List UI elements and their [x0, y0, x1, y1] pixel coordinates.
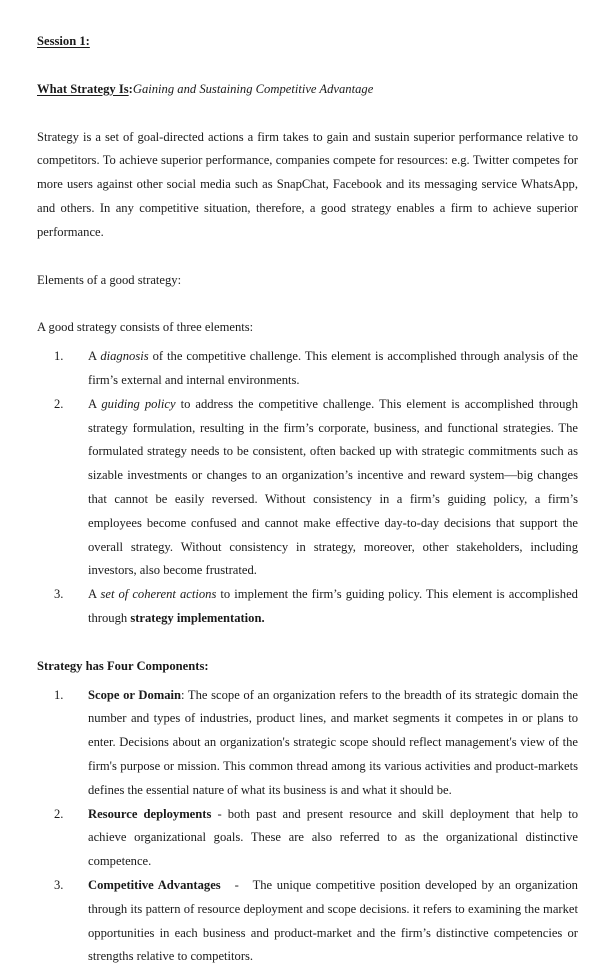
item-term: Scope or Domain — [88, 687, 182, 702]
item-lead-in: A — [88, 587, 101, 602]
list-item — [54, 345, 578, 393]
topic-subtitle: Gaining and Sustaining Competitive Advantage — [132, 81, 374, 96]
elements-list — [37, 345, 578, 631]
item-body: - both past and present resource and skill deployment that help to achieve organizational goals. These are also referred to as the organizational distinctive competence. — [88, 806, 578, 869]
elements-intro: A good strategy consists of three elements: — [37, 320, 254, 335]
document-body — [37, 30, 582, 969]
topic-separator: : — [128, 81, 133, 96]
list-item — [54, 684, 578, 803]
list-item — [54, 803, 578, 874]
item-body: to implement the firm’s guiding policy. This element is accomplished through — [88, 587, 578, 625]
item-term: Resource deployments — [88, 806, 212, 821]
item-emphasis: guiding policy — [101, 396, 176, 411]
item-emphasis: diagnosis — [100, 349, 149, 364]
item-term: Competitive Advantages — [88, 877, 221, 892]
elements-lead-in: Elements of a good strategy: — [37, 272, 182, 287]
item-emphasis: set of coherent actions — [100, 587, 217, 602]
components-heading: Strategy has Four Components: — [37, 658, 209, 673]
item-body: - The unique competitive position developed by an organization through its pattern of resource deployment and scope decisions. it refers to examining the market opportunities in each business and product-market and the firm’s distinctive competencies or strengths relative to competitors. — [88, 877, 582, 964]
item-body: to address the competitive challenge. This element is accomplished through strategy formulation, resulting in the firm’s corporate, business, and functional strategies. The formulated strategy needs to be consistent, often backed up with strategic commitments such as sizable investments or changes to an organization’s incentive and reward system—big changes that cannot be easily reversed. Without consistency in a firm’s guiding policy, a firm’s employees become confused and cannot make effective day-to-day decisions that support the overall strategy. Without consistency in strategy, moreover, other stakeholders, including investors, also become frustrated. — [88, 396, 578, 578]
topic-label: What Strategy Is — [37, 81, 129, 96]
item-lead-in: A — [88, 396, 102, 411]
components-list — [37, 684, 582, 969]
item-bold-tail: strategy implementation. — [130, 610, 265, 625]
session-heading: Session 1: — [37, 34, 90, 48]
topic-heading — [37, 78, 578, 102]
list-item — [54, 393, 578, 583]
list-item — [54, 583, 578, 631]
item-body: of the competitive challenge. This element is accomplished through analysis of the firm’s external and internal environments. — [88, 349, 578, 387]
item-lead-in: A — [88, 349, 101, 364]
intro-paragraph: Strategy is a set of goal-directed actions a firm takes to gain and sustain superior performance relative to competitors. To achieve superior performance, companies compete for resources: e.g. Twitter competes for more users against other social media such as SnapChat, Facebook and its messaging service WhatsApp, and others. In any competitive situation, therefore, a good strategy enables a firm to achieve superior performance. — [37, 129, 578, 239]
list-item — [54, 874, 582, 969]
item-body: : The scope of an organization refers to the breadth of its strategic domain the number and types of industries, product lines, and market segments it competes in or plans to enter. Decisions about an organization's strategic scope should reflect management's view of the firm's purpose or mission. This common thread among its various activities and product-markets defines the essential nature of what its business is and what it should be. — [88, 687, 578, 797]
